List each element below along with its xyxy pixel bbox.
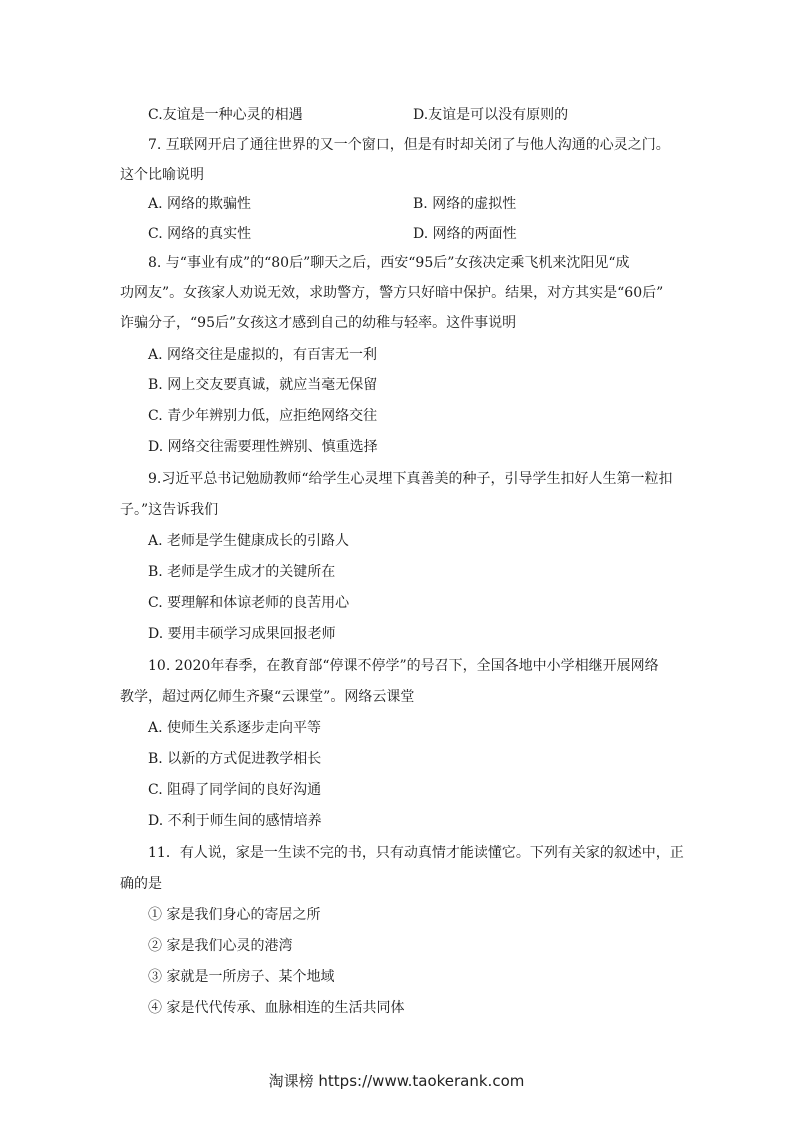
- q8-option-c: C. 青少年辨别力低，应拒绝网络交往: [148, 408, 378, 424]
- q7-option-b: B. 网络的虚拟性: [413, 196, 517, 212]
- q7-stem-line1: 7. 互联网开启了通往世界的又一个窗口，但是有时却关闭了与他人沟通的心灵之门。: [148, 137, 670, 153]
- q7-option-a: A. 网络的欺骗性: [148, 196, 252, 212]
- q10-stem-line1: 10. 2020年春季，在教育部“停课不停学”的号召下，全国各地中小学相继开展网络: [148, 658, 659, 674]
- q10-option-b: B. 以新的方式促进教学相长: [148, 751, 322, 767]
- q6-option-c: C.友谊是一种心灵的相遇: [148, 107, 303, 123]
- q11-stem-line2: 确的是: [120, 876, 162, 892]
- q7-stem-line2: 这个比喻说明: [120, 167, 204, 183]
- q8-stem-line1: 8. 与“事业有成”的“80后”聊天之后，西安“95后”女孩决定乘飞机来沈阳见“成: [148, 255, 630, 271]
- q9-stem-line2: 子。”这告诉我们: [120, 502, 219, 518]
- q9-option-d: D. 要用丰硕学习成果回报老师: [148, 626, 336, 642]
- q10-option-a: A. 使师生关系逐步走向平等: [148, 720, 322, 736]
- q11-item-4: ④ 家是代代传承、血脉相连的生活共同体: [148, 1000, 405, 1016]
- q10-option-c: C. 阻碍了同学间的良好沟通: [148, 782, 322, 798]
- q9-stem-line1: 9.习近平总书记勉励教师“给学生心灵埋下真善美的种子，引导学生扣好人生第一粒扣: [148, 471, 673, 487]
- q9-option-a: A. 老师是学生健康成长的引路人: [148, 533, 350, 549]
- q8-option-d: D. 网络交往需要理性辨别、慎重选择: [148, 439, 378, 455]
- q8-stem-line2: 功网友”。女孩家人劝说无效，求助警方，警方只好暗中保护。结果，对方其实是“60后”: [120, 285, 664, 301]
- q8-stem-line3: 诈骗分子，“95后”女孩这才感到自己的幼稚与轻率。这件事说明: [120, 315, 517, 331]
- q9-option-c: C. 要理解和体谅老师的良苦用心: [148, 595, 350, 611]
- q11-stem-line1: 11．有人说，家是一生读不完的书，只有动真情才能读懂它。下列有关家的叙述中，正: [148, 845, 684, 861]
- q7-option-d: D. 网络的两面性: [413, 226, 517, 242]
- q8-option-b: B. 网上交友要真诚，就应当毫无保留: [148, 377, 378, 393]
- q11-item-2: ② 家是我们心灵的港湾: [148, 938, 293, 954]
- q6-option-d: D.友谊是可以没有原则的: [413, 107, 569, 123]
- q9-option-b: B. 老师是学生成才的关键所在: [148, 564, 336, 580]
- q7-option-c: C. 网络的真实性: [148, 226, 252, 242]
- q10-stem-line2: 教学，超过两亿师生齐聚“云课堂”。网络云课堂: [120, 689, 415, 705]
- footer-watermark: 淘课榜 https://www.taokerank.com: [268, 1072, 525, 1090]
- q10-option-d: D. 不利于师生间的感情培养: [148, 813, 322, 829]
- q11-item-3: ③ 家就是一所房子、某个地域: [148, 969, 335, 985]
- q11-item-1: ① 家是我们身心的寄居之所: [148, 907, 321, 923]
- q8-option-a: A. 网络交往是虚拟的，有百害无一利: [148, 347, 378, 363]
